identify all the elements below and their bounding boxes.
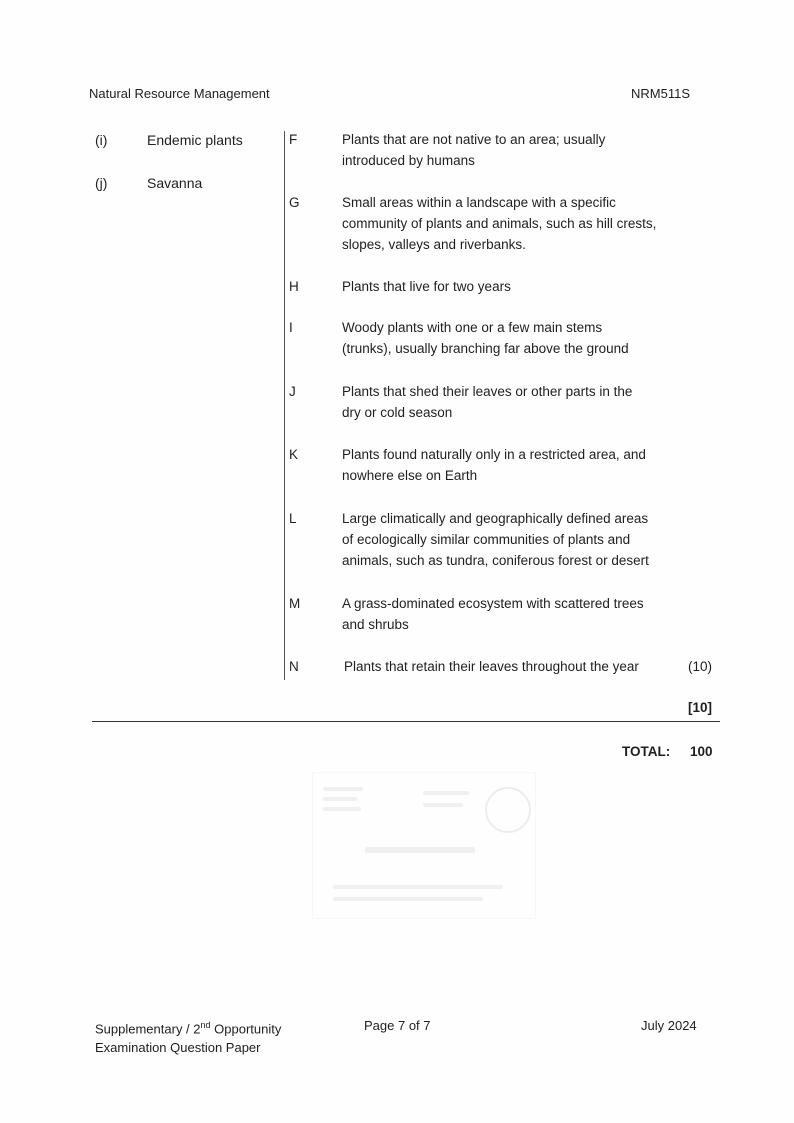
term-text: Savanna bbox=[147, 175, 203, 191]
faded-stamp bbox=[312, 772, 536, 919]
option-description bbox=[344, 656, 674, 677]
option-letter: G bbox=[289, 195, 300, 210]
option-letter: M bbox=[289, 596, 301, 611]
section-marks: [10] bbox=[688, 700, 713, 715]
option-letter: I bbox=[289, 320, 293, 335]
option-line: nowhere else on Earth bbox=[342, 468, 478, 483]
option-letter: F bbox=[289, 132, 298, 147]
option-description bbox=[342, 444, 672, 486]
option-line: Plants found naturally only in a restricted area, and bbox=[342, 447, 646, 462]
option-line: introduced by humans bbox=[342, 153, 475, 168]
option-line: Plants that are not native to an area; usually bbox=[342, 132, 606, 147]
option-line: Plants that retain their leaves throughout the year bbox=[344, 659, 639, 674]
option-line: animals, such as tundra, coniferous forest or desert bbox=[342, 553, 649, 568]
term-letter: (i) bbox=[95, 132, 108, 148]
option-letter: L bbox=[289, 511, 297, 526]
option-letter: H bbox=[289, 279, 299, 294]
page-number: Page 7 of 7 bbox=[364, 1018, 431, 1033]
option-description bbox=[342, 129, 672, 171]
option-line: and shrubs bbox=[342, 617, 409, 632]
option-line: A grass-dominated ecosystem with scattered trees bbox=[342, 596, 644, 611]
option-line: Woody plants with one or a few main stems bbox=[342, 320, 603, 335]
option-line: community of plants and animals, such as hill crests, bbox=[342, 216, 657, 231]
option-line: dry or cold season bbox=[342, 405, 453, 420]
term-text: Endemic plants bbox=[147, 132, 243, 148]
option-description bbox=[342, 508, 672, 571]
option-line: Small areas within a landscape with a specific bbox=[342, 195, 616, 210]
course-code: NRM511S bbox=[631, 86, 691, 101]
exam-date: July 2024 bbox=[641, 1018, 697, 1033]
question-marks: (10) bbox=[688, 659, 713, 674]
footer-paper-type bbox=[95, 1016, 281, 1057]
option-line: (trunks), usually branching far above the ground bbox=[342, 341, 629, 356]
column-divider bbox=[284, 131, 285, 680]
option-description bbox=[342, 381, 672, 423]
total-label: TOTAL: bbox=[622, 744, 671, 759]
option-description bbox=[342, 276, 672, 297]
option-line: of ecologically similar communities of plants and bbox=[342, 532, 631, 547]
total-value: 100 bbox=[690, 744, 713, 759]
option-description bbox=[342, 593, 672, 635]
section-divider bbox=[92, 721, 720, 722]
option-line: Plants that shed their leaves or other parts in the bbox=[342, 384, 633, 399]
option-letter: J bbox=[289, 384, 296, 399]
course-title: Natural Resource Management bbox=[89, 86, 270, 101]
term-letter: (j) bbox=[95, 175, 108, 191]
option-line: Large climatically and geographically defined areas bbox=[342, 511, 649, 526]
option-description bbox=[342, 192, 672, 255]
option-letter: N bbox=[289, 659, 299, 674]
option-line: Plants that live for two years bbox=[342, 279, 511, 294]
option-description bbox=[342, 317, 672, 359]
option-line: slopes, valleys and riverbanks. bbox=[342, 237, 526, 252]
footer-line-1: Supplementary / 2nd Opportunity bbox=[95, 1020, 282, 1037]
footer-line-2: Examination Question Paper bbox=[95, 1040, 261, 1056]
option-letter: K bbox=[289, 447, 299, 462]
